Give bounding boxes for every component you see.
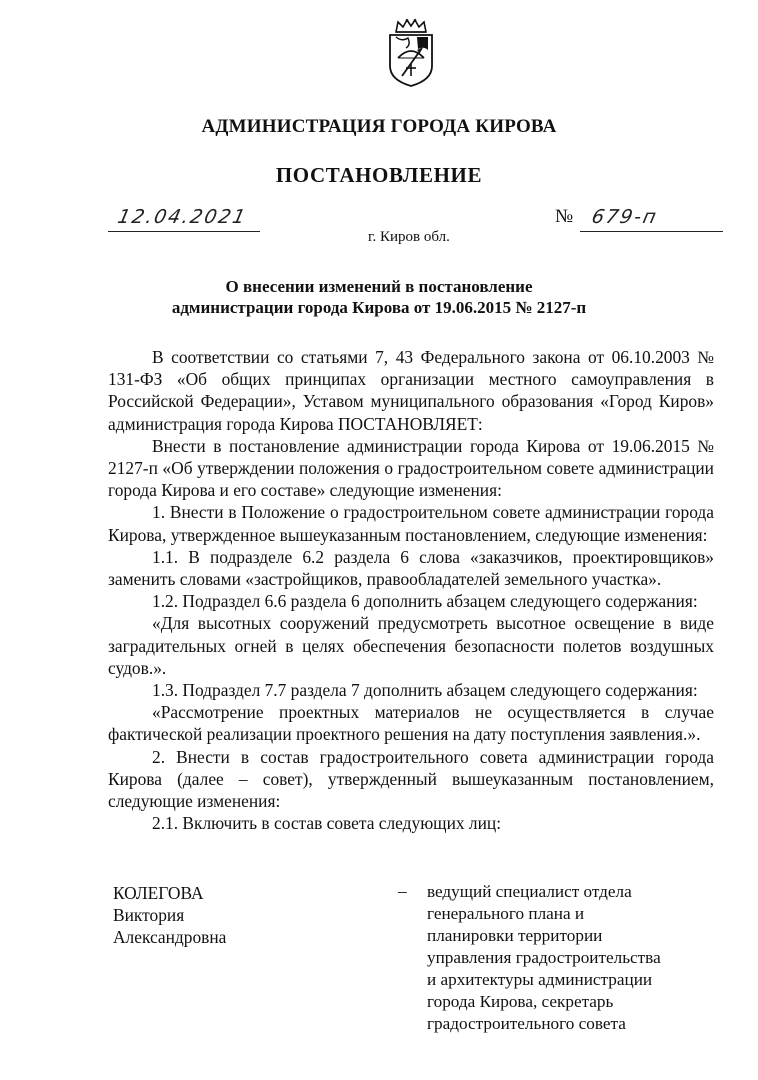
member-role-line: управления градостроительства <box>427 948 661 967</box>
paragraph-item-1-1: 1.1. В подразделе 6.2 раздела 6 слова «заказчиков, проектировщиков» заменить словами «застройщиков, правообладателей земельного участка». <box>108 546 714 590</box>
date-value: 12.04.2021 <box>115 206 250 228</box>
document-type-title: ПОСТАНОВЛЕНИЕ <box>275 163 483 187</box>
paragraph-item-2-1: 2.1. Включить в состав совета следующих лиц: <box>152 813 502 834</box>
coat-of-arms-icon <box>384 18 438 88</box>
paragraph-resolution: Внести в постановление администрации города Кирова от 19.06.2015 № 2127-п «Об утверждении положения о градостроительном совете администрации города Кирова и его составе» следующие изменения: <box>108 435 714 501</box>
paragraph-item-2: 2. Внести в состав градостроительного совета администрации города Кирова (далее – совет), утвержденный вышеуказанным постановлением, следующие изменения: <box>108 746 714 812</box>
subject-line-2: администрации города Кирова от 19.06.2015 № 2127-п <box>171 298 587 317</box>
member-role-line: градостроительного совета <box>427 1014 626 1033</box>
paragraph-item-1-3: 1.3. Подраздел 7.7 раздела 7 дополнить абзацем следующего содержания: <box>152 680 698 701</box>
paragraph-quote-2: «Рассмотрение проектных материалов не осуществляется в случае фактической реализации проектного решения на дату поступления заявления.». <box>108 702 714 745</box>
member-role-line: генерального плана и <box>427 904 585 923</box>
organization-title: АДМИНИСТРАЦИЯ ГОРОДА КИРОВА <box>201 116 557 137</box>
subject-line-1: О внесении изменений в постановление <box>225 277 533 296</box>
member-role-line: ведущий специалист отдела <box>427 882 632 901</box>
member-role-line: города Кирова, секретарь <box>427 992 614 1011</box>
number-field <box>580 205 723 232</box>
member-name <box>113 882 226 948</box>
paragraph-quote-1: «Для высотных сооружений предусмотреть высотное освещение в виде заградительных огней в целях обеспечения безопасности полетов воздушных судов.». <box>108 613 714 678</box>
paragraph-item-1: 1. Внести в Положение о градостроительном совете администрации города Кирова, утвержденное вышеуказанным постановлением, следующие изменения: <box>108 502 714 545</box>
number-sign: № <box>555 206 574 227</box>
number-value: 679-п <box>589 206 660 228</box>
paragraph-preamble: В соответствии со статьями 7, 43 Федерального закона от 06.10.2003 № 131-ФЗ «Об общих принципах организации местного самоуправления в Российской Федерации», Уставом муниципального образования «Город Киров» администрация города Кирова ПОСТАНОВЛЯЕТ: <box>108 347 714 434</box>
member-role-line: и архитектуры администрации <box>427 970 653 989</box>
member-dash: – <box>398 881 407 901</box>
date-field <box>108 205 260 232</box>
member-surname: КОЛЕГОВА <box>113 883 204 903</box>
place-label: г. Киров обл. <box>368 229 450 245</box>
paragraph-item-1-2: 1.2. Подраздел 6.6 раздела 6 дополнить абзацем следующего содержания: <box>152 591 698 612</box>
member-role <box>427 881 687 1035</box>
member-role-line: планировки территории <box>427 926 603 945</box>
document-body <box>108 346 714 834</box>
member-first-name: Виктория <box>113 905 185 925</box>
member-patronymic: Александровна <box>113 927 227 947</box>
